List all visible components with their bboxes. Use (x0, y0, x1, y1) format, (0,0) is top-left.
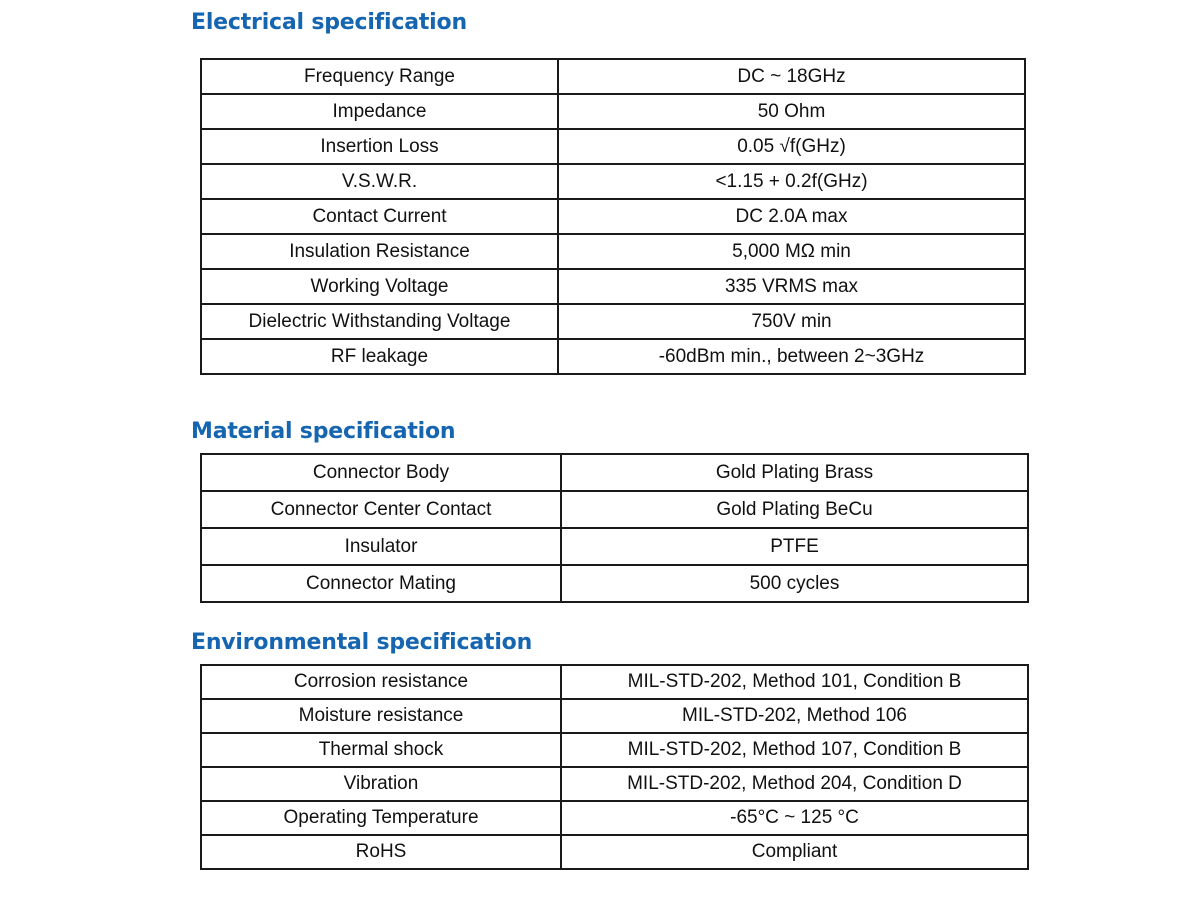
value-cell: Gold Plating BeCu (561, 491, 1028, 528)
table-row (201, 699, 1028, 733)
table-row (201, 129, 1025, 164)
table-row (201, 94, 1025, 129)
table-row (201, 199, 1025, 234)
environmental-section-title: Environmental specification (191, 630, 533, 655)
table-row (201, 454, 1028, 491)
value-cell: MIL-STD-202, Method 101, Condition B (561, 665, 1028, 699)
param-cell: Dielectric Withstanding Voltage (201, 304, 558, 339)
table-row (201, 767, 1028, 801)
electrical-spec-table (200, 58, 1026, 375)
value-cell: <1.15 + 0.2f(GHz) (558, 164, 1025, 199)
value-cell: 750V min (558, 304, 1025, 339)
param-cell: Connector Body (201, 454, 561, 491)
param-cell: Connector Center Contact (201, 491, 561, 528)
value-cell: -65°C ~ 125 °C (561, 801, 1028, 835)
param-cell: Impedance (201, 94, 558, 129)
param-cell: Connector Mating (201, 565, 561, 602)
param-cell: Insulator (201, 528, 561, 565)
value-cell: 335 VRMS max (558, 269, 1025, 304)
value-cell: PTFE (561, 528, 1028, 565)
param-cell: Vibration (201, 767, 561, 801)
value-cell: -60dBm min., between 2~3GHz (558, 339, 1025, 374)
param-cell: Frequency Range (201, 59, 558, 94)
param-cell: RoHS (201, 835, 561, 869)
value-cell: Gold Plating Brass (561, 454, 1028, 491)
table-row (201, 665, 1028, 699)
table-row (201, 801, 1028, 835)
value-cell: Compliant (561, 835, 1028, 869)
table-row (201, 59, 1025, 94)
value-cell: 500 cycles (561, 565, 1028, 602)
value-cell: DC ~ 18GHz (558, 59, 1025, 94)
environmental-spec-table (200, 664, 1029, 870)
param-cell: V.S.W.R. (201, 164, 558, 199)
value-cell: DC 2.0A max (558, 199, 1025, 234)
value-cell: 0.05 √f(GHz) (558, 129, 1025, 164)
table-row (201, 164, 1025, 199)
table-row (201, 234, 1025, 269)
value-cell: MIL-STD-202, Method 107, Condition B (561, 733, 1028, 767)
param-cell: Thermal shock (201, 733, 561, 767)
param-cell: Operating Temperature (201, 801, 561, 835)
table-row (201, 269, 1025, 304)
value-cell: 5,000 MΩ min (558, 234, 1025, 269)
table-row (201, 733, 1028, 767)
param-cell: Moisture resistance (201, 699, 561, 733)
table-row (201, 565, 1028, 602)
table-row (201, 304, 1025, 339)
value-cell: MIL-STD-202, Method 204, Condition D (561, 767, 1028, 801)
table-row (201, 835, 1028, 869)
param-cell: Insulation Resistance (201, 234, 558, 269)
param-cell: RF leakage (201, 339, 558, 374)
electrical-section-title: Electrical specification (191, 10, 467, 35)
table-row (201, 339, 1025, 374)
table-row (201, 528, 1028, 565)
table-row (201, 491, 1028, 528)
value-cell: 50 Ohm (558, 94, 1025, 129)
param-cell: Insertion Loss (201, 129, 558, 164)
value-cell: MIL-STD-202, Method 106 (561, 699, 1028, 733)
material-section-title: Material specification (191, 419, 456, 444)
param-cell: Contact Current (201, 199, 558, 234)
param-cell: Corrosion resistance (201, 665, 561, 699)
param-cell: Working Voltage (201, 269, 558, 304)
material-spec-table (200, 453, 1029, 603)
